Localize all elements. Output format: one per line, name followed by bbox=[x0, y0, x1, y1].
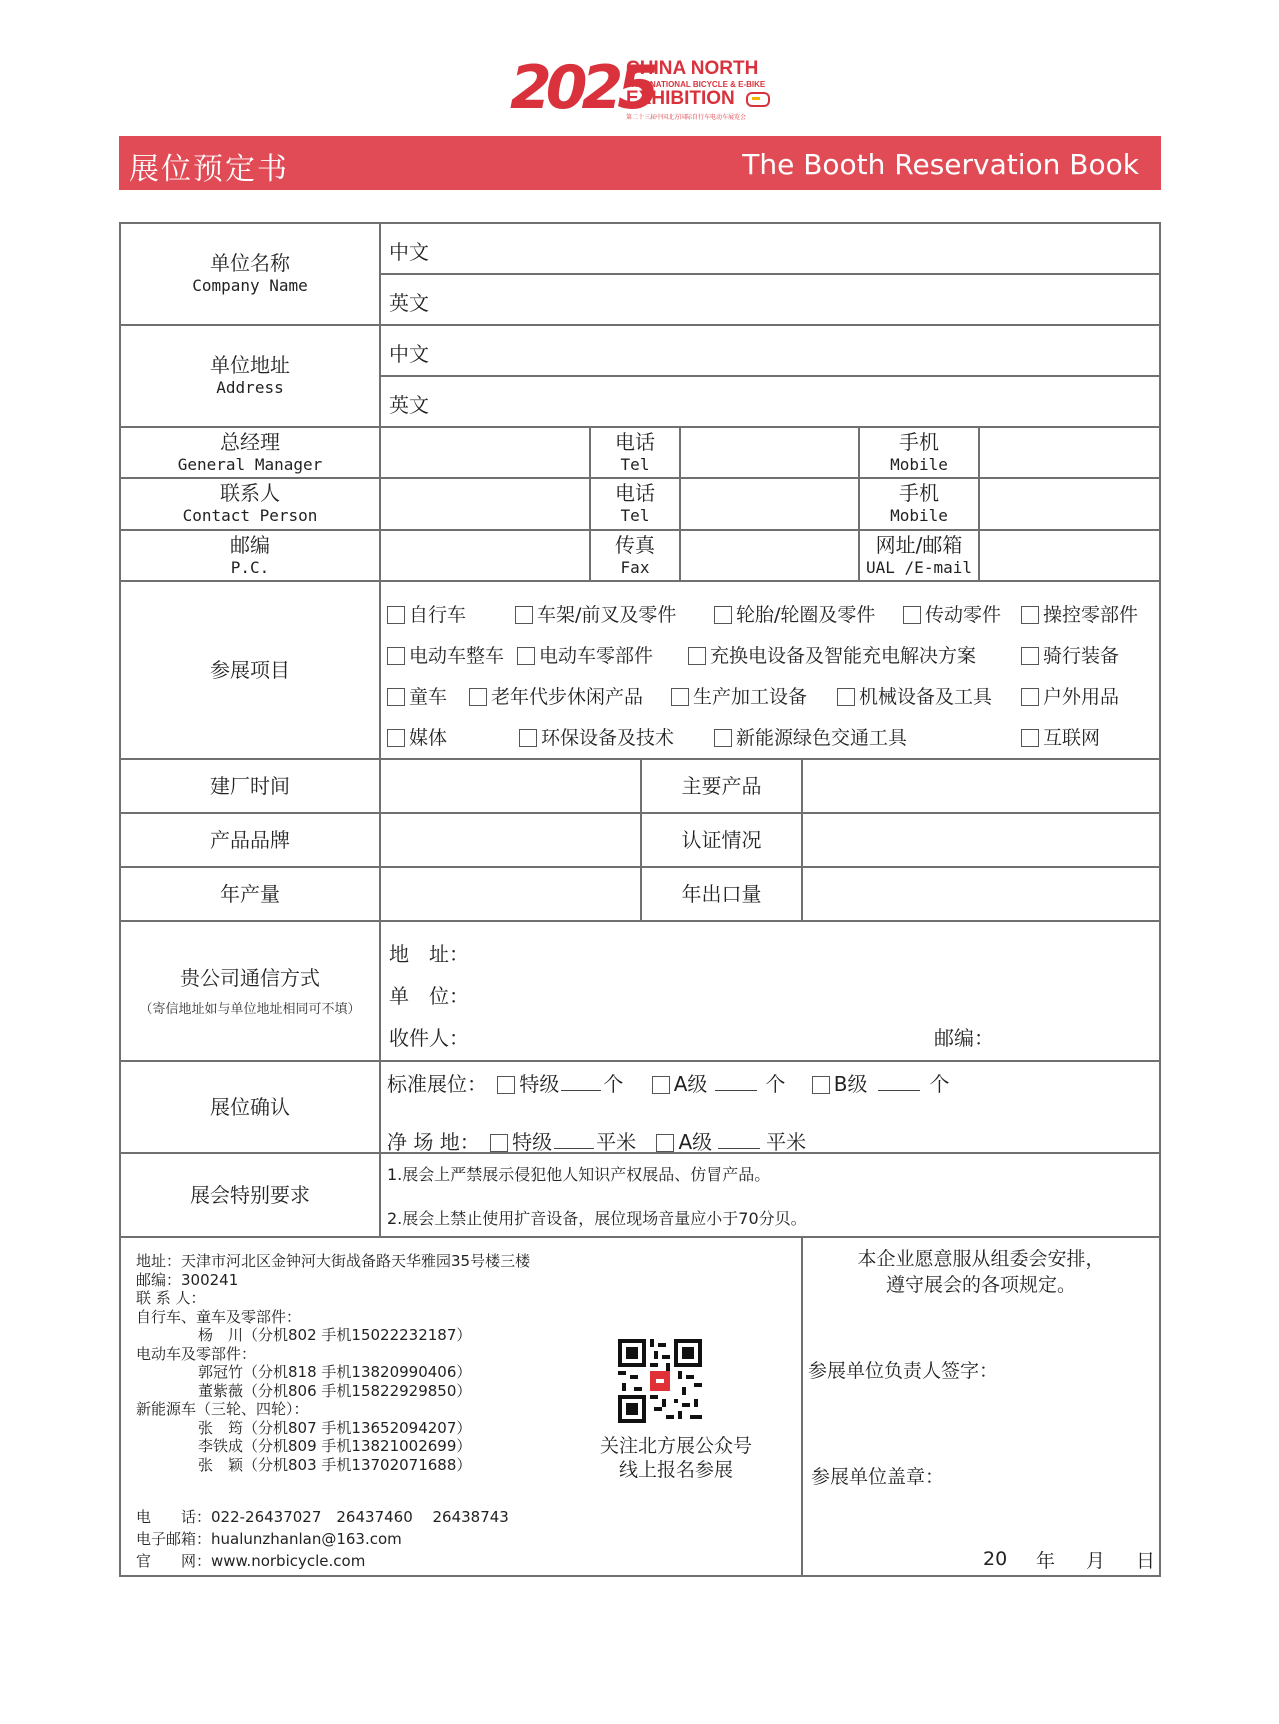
category-option[interactable]: 电动车零部件 bbox=[517, 641, 653, 668]
website-email-label: 网址/邮箱 UAL /E-mail bbox=[858, 529, 980, 582]
company-name-cn-field[interactable]: 中文 bbox=[379, 222, 1161, 275]
blank-line[interactable] bbox=[715, 1090, 757, 1091]
checkbox[interactable] bbox=[837, 688, 855, 706]
address-label: 单位地址 Address bbox=[119, 324, 381, 428]
certification-field[interactable] bbox=[801, 812, 1161, 868]
booth-panel bbox=[379, 1060, 1161, 1154]
website-link[interactable]: 官 网：www.norbicycle.com bbox=[136, 1552, 366, 1570]
fax-field[interactable] bbox=[679, 529, 860, 582]
category-option[interactable]: 互联网 bbox=[1021, 723, 1100, 750]
category-option[interactable]: 电动车整车 bbox=[387, 641, 504, 668]
title-banner bbox=[119, 136, 1161, 190]
category-option[interactable]: 车架/前叉及零件 bbox=[515, 600, 676, 627]
category-option[interactable]: 新能源绿色交通工具 bbox=[714, 723, 907, 750]
categories-label: 参展项目 bbox=[119, 580, 381, 760]
main-products-field[interactable] bbox=[801, 758, 1161, 814]
space-only-row: 净 场 地： 特级 平米 A级 平米 bbox=[387, 1130, 807, 1154]
mailing-label: 贵公司通信方式 （寄信地址如与单位地址相同可不填） bbox=[119, 920, 381, 1062]
annual-export-field[interactable] bbox=[801, 866, 1161, 922]
checkbox[interactable] bbox=[497, 1076, 515, 1094]
category-option[interactable]: 户外用品 bbox=[1021, 682, 1119, 709]
title-en: The Booth Reservation Book bbox=[742, 148, 1139, 181]
founded-label: 建厂时间 bbox=[119, 758, 381, 814]
logo-line3: EXHIBITION bbox=[626, 88, 735, 109]
checkbox[interactable] bbox=[515, 606, 533, 624]
general-manager-label: 总经理 General Manager bbox=[119, 426, 381, 479]
seal-field[interactable]: 参展单位盖章： bbox=[811, 1466, 945, 1488]
organizer-footer: 电 话：022-26437027 26437460 26438743 电子邮箱：hualunzhanlan@163.com 官 网：www.norbicycle.com bbox=[136, 1508, 509, 1570]
checkbox[interactable] bbox=[1021, 606, 1039, 624]
checkbox[interactable] bbox=[387, 688, 405, 706]
checkbox[interactable] bbox=[652, 1076, 670, 1094]
logo-line2: INTERNATIONAL BICYCLE & E-BIKE bbox=[626, 80, 766, 89]
checkbox[interactable] bbox=[714, 606, 732, 624]
checkbox[interactable] bbox=[812, 1076, 830, 1094]
date-year-prefix[interactable]: 20 bbox=[983, 1548, 1008, 1570]
checkbox[interactable] bbox=[671, 688, 689, 706]
date-month: 月 bbox=[1086, 1550, 1106, 1572]
category-option[interactable]: 操控零部件 bbox=[1021, 600, 1138, 627]
address-en-field[interactable]: 英文 bbox=[379, 375, 1161, 428]
checkbox[interactable] bbox=[656, 1134, 674, 1152]
category-option[interactable]: 机械设备及工具 bbox=[837, 682, 992, 709]
mailing-postcode[interactable]: 邮编： bbox=[934, 1026, 994, 1050]
postcode-label: 邮编 P.C. bbox=[119, 529, 381, 582]
category-option[interactable]: 生产加工设备 bbox=[671, 682, 807, 709]
qr-caption: 关注北方展公众号 线上报名参展 bbox=[599, 1435, 752, 1481]
checkbox[interactable] bbox=[1021, 688, 1039, 706]
checkbox[interactable] bbox=[1021, 729, 1039, 747]
bike-badge-icon bbox=[746, 92, 770, 107]
main-products-label: 主要产品 bbox=[640, 758, 803, 814]
logo-line1: CHINA NORTH bbox=[626, 58, 759, 79]
date-day: 日 bbox=[1136, 1550, 1156, 1572]
exhibition-logo bbox=[510, 53, 775, 123]
category-option[interactable]: 骑行装备 bbox=[1021, 641, 1119, 668]
founded-field[interactable] bbox=[379, 758, 642, 814]
checkbox[interactable] bbox=[688, 647, 706, 665]
agreement-panel bbox=[801, 1236, 1161, 1577]
rule-1: 1.展会上严禁展示侵犯他人知识产权展品、仿冒产品。 bbox=[387, 1165, 771, 1184]
certification-label: 认证情况 bbox=[640, 812, 803, 868]
special-requirements-label: 展会特别要求 bbox=[119, 1152, 381, 1238]
blank-line[interactable] bbox=[554, 1148, 594, 1149]
mailing-panel bbox=[379, 920, 1161, 1062]
category-option[interactable]: 媒体 bbox=[387, 723, 447, 750]
special-requirements-panel bbox=[379, 1152, 1161, 1238]
checkbox[interactable] bbox=[1021, 647, 1039, 665]
checkbox[interactable] bbox=[387, 647, 405, 665]
annual-export-label: 年出口量 bbox=[640, 866, 803, 922]
gm-mobile-field[interactable] bbox=[978, 426, 1161, 479]
general-manager-field[interactable] bbox=[379, 426, 591, 479]
mailing-address[interactable]: 地 址： bbox=[389, 942, 469, 966]
title-cn: 展位预定书 bbox=[129, 152, 289, 187]
cp-tel-field[interactable] bbox=[679, 477, 860, 531]
checkbox[interactable] bbox=[490, 1134, 508, 1152]
company-name-label: 单位名称 Company Name bbox=[119, 222, 381, 326]
blank-line[interactable] bbox=[561, 1090, 601, 1091]
email-link[interactable]: 电子邮箱：hualunzhanlan@163.com bbox=[136, 1530, 402, 1548]
checkbox[interactable] bbox=[519, 729, 537, 747]
checkbox[interactable] bbox=[714, 729, 732, 747]
cp-mobile-label: 手机 Mobile bbox=[858, 477, 980, 531]
agreement-statement: 本企业愿意服从组委会安排， 遵守展会的各项规定。 bbox=[857, 1248, 1105, 1296]
mailing-unit[interactable]: 单 位： bbox=[389, 984, 469, 1008]
cp-mobile-field[interactable] bbox=[978, 477, 1161, 531]
website-email-field[interactable] bbox=[978, 529, 1161, 582]
category-option[interactable]: 童车 bbox=[387, 682, 447, 709]
address-cn-field[interactable]: 中文 bbox=[379, 324, 1161, 377]
gm-mobile-label: 手机 Mobile bbox=[858, 426, 980, 479]
category-option[interactable]: 老年代步休闲产品 bbox=[469, 682, 643, 709]
logo-line4: 第二十三届中国北方国际自行车电动车展览会 bbox=[626, 114, 747, 121]
qr-code-icon[interactable] bbox=[618, 1339, 702, 1423]
logo-year: 2025 bbox=[510, 53, 653, 123]
checkbox[interactable] bbox=[469, 688, 487, 706]
gm-tel-field[interactable] bbox=[679, 426, 860, 479]
gm-tel-label: 电话 Tel bbox=[589, 426, 681, 479]
checkbox[interactable] bbox=[903, 606, 921, 624]
annual-output-field[interactable] bbox=[379, 866, 642, 922]
signature-field[interactable]: 参展单位负责人签字： bbox=[808, 1360, 999, 1382]
category-option[interactable]: 轮胎/轮圈及零件 bbox=[714, 600, 875, 627]
category-option[interactable]: 自行车 bbox=[387, 600, 466, 627]
category-option[interactable]: 充换电设备及智能充电解决方案 bbox=[688, 641, 976, 668]
category-option[interactable]: 传动零件 bbox=[903, 600, 1001, 627]
organizer-contacts: 地址：天津市河北区金钟河大街战备路天华雅园35号楼三楼 邮编：300241 联 系 人： 自行车、童车及零部件： 杨 川（分机802 手机15022232187） 电动车及零部件： 郭冠竹（分机818 手机13820990406） 董紫薇（分机806 手机15822929850） 新能源车（三轮、四轮）： 张 筠（分机807 手机13652094207） 李铁成（分机809 手机13821002699） 张 颖（分机803 手机13702071688） bbox=[136, 1252, 531, 1474]
checkbox[interactable] bbox=[387, 606, 405, 624]
blank-line[interactable] bbox=[878, 1090, 920, 1091]
fax-label: 传真 Fax bbox=[589, 529, 681, 582]
brand-label: 产品品牌 bbox=[119, 812, 381, 868]
cp-tel-label: 电话 Tel bbox=[589, 477, 681, 531]
contact-person-field[interactable] bbox=[379, 477, 591, 531]
company-name-en-field[interactable]: 英文 bbox=[379, 273, 1161, 326]
annual-output-label: 年产量 bbox=[119, 866, 381, 922]
rule-2: 2.展会上禁止使用扩音设备，展位现场音量应小于70分贝。 bbox=[387, 1209, 807, 1228]
checkbox[interactable] bbox=[517, 647, 535, 665]
standard-booth-row: 标准展位： 特级 个 A级 个 B级 个 bbox=[387, 1072, 950, 1096]
booth-label: 展位确认 bbox=[119, 1060, 381, 1154]
mailing-recipient[interactable]: 收件人： bbox=[389, 1026, 469, 1050]
categories-panel bbox=[379, 580, 1161, 760]
category-option[interactable]: 环保设备及技术 bbox=[519, 723, 674, 750]
blank-line[interactable] bbox=[718, 1148, 760, 1149]
date-year: 年 bbox=[1036, 1550, 1056, 1572]
brand-field[interactable] bbox=[379, 812, 642, 868]
checkbox[interactable] bbox=[387, 729, 405, 747]
contact-person-label: 联系人 Contact Person bbox=[119, 477, 381, 531]
postcode-field[interactable] bbox=[379, 529, 591, 582]
